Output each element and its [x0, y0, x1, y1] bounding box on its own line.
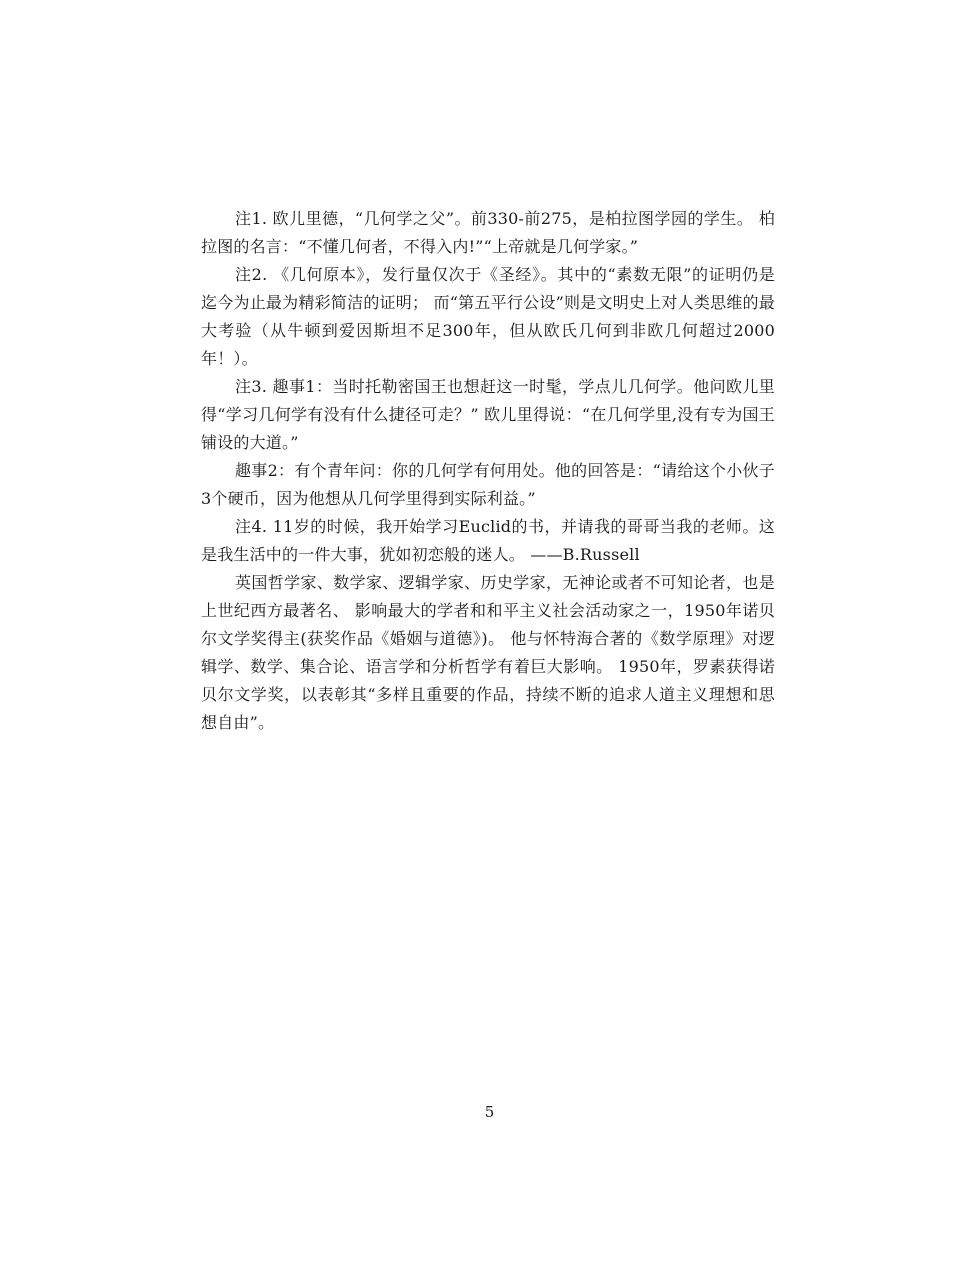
russell-bio-paragraph: 英国哲学家、数学家、逻辑学家、历史学家，无神论或者不可知论者，也是上世纪西方最著名、 影响最大的学者和和平主义社会活动家之一，1950年诺贝尔文学奖得主(获奖作品《婚姻与道德》)。 他与怀特海合著的《数学原理》对逻辑学、数学、集合论、语言学和分析哲学有着巨大影响。 1950年，罗素获得诺贝尔文学奖，以表彰其“多样且重要的作品，持续不断的追求人道主义理想和思想自由”。: [201, 573, 775, 732]
note-3-paragraph: 注3. 趣事1：当时托勒密国王也想赶这一时髦，学点儿几何学。他问欧儿里得“学习几何学有没有什么捷径可走？” 欧儿里得说：“在几何学里,没有专为国王铺设的大道。”: [201, 377, 775, 452]
note-4-paragraph: 注4. 11岁的时候，我开始学习Euclid的书，并请我的哥哥当我的老师。这是我生活中的一件大事，犹如初恋般的迷人。 ——B.Russell: [201, 517, 775, 564]
note-2-paragraph: 注2. 《几何原本》，发行量仅次于《圣经》。其中的“素数无限”的证明仍是迄今为止最为精彩简洁的证明； 而“第五平行公设”则是文明史上对人类思维的最大考验（从牛顿到爱因斯坦不足300年，但从欧氏几何到非欧几何超过2000年！）。: [201, 265, 775, 368]
anecdote-2-paragraph: 趣事2：有个青年问：你的几何学有何用处。他的回答是：“请给这个小伙子3个硬币，因为他想从几何学里得到实际利益。”: [201, 461, 775, 508]
note-1-paragraph: 注1. 欧儿里德，“几何学之父”。前330-前275，是柏拉图学园的学生。 柏拉图的名言：“不懂几何者，不得入内!”“上帝就是几何学家。”: [201, 209, 775, 256]
body-text: [201, 205, 775, 737]
page-number: 5: [484, 1103, 495, 1121]
